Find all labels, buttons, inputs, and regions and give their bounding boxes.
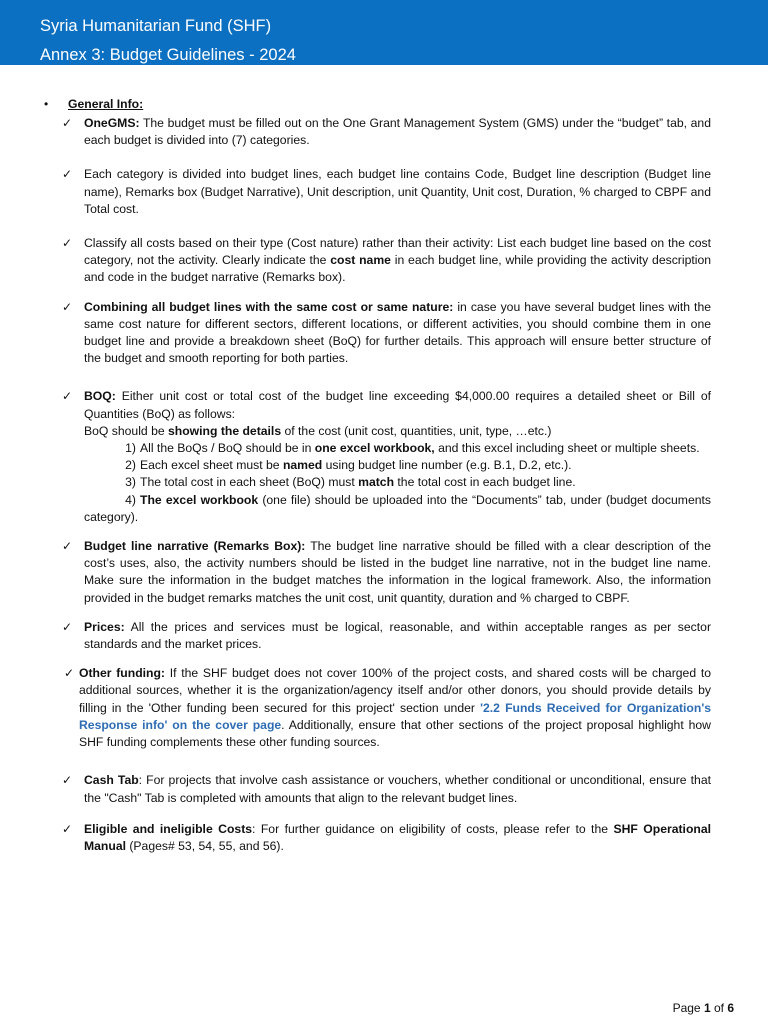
checkmark-icon: ✓	[62, 539, 73, 554]
subitem-number: 4)	[125, 492, 136, 507]
header-title: Syria Humanitarian Fund (SHF)	[40, 17, 272, 35]
subitem-number: 3)	[125, 475, 136, 490]
checkmark-icon: ✓	[62, 116, 73, 130]
checkmark-icon: ✓	[62, 821, 73, 836]
item-label: Budget line narrative (Remarks Box):	[84, 539, 306, 554]
item-text: Classify all costs based on their type (Cost nature) rather than their activity: List each budget line based on the cost category, not the activity. Clearly indicate the	[84, 236, 711, 268]
item-label: Eligible and ineligible Costs	[84, 821, 253, 836]
subitem-number: 1)	[125, 441, 136, 456]
item-classify	[0, 235, 768, 287]
checkmark-icon: ✓	[64, 666, 75, 681]
boq-subitem	[84, 474, 711, 491]
item-bold-text: The excel workbook	[140, 492, 259, 507]
item-bold-text: cost name	[330, 253, 391, 268]
checkmark-icon: ✓	[62, 619, 73, 634]
item-other-funding	[0, 665, 768, 751]
checkmark-icon: ✓	[62, 773, 73, 788]
boq-subitem	[84, 457, 711, 474]
item-text: using budget line number (e.g. B.1, D.2, etc.).	[322, 458, 572, 473]
page-word: Page	[672, 1001, 704, 1015]
item-text: (one file) should be uploaded into the “Documents” tab, under (budget documents category).	[84, 492, 711, 524]
item-boq	[0, 388, 768, 526]
item-text: The total cost in each sheet (BoQ) must	[140, 475, 359, 490]
item-text: in each budget line, while providing the activity description and code in the budget narrative (Remarks box).	[84, 253, 711, 285]
item-bold-text: SHF Operational Manual	[84, 821, 711, 853]
item-text: The budget line narrative should be filled with a clear description of the cost’s uses, also, the activity numbers should be listed in the budget line narrative, not in the budget line name. Make sure the information in the budget matches the information in the logical framework. Also, the information provided in the budget remarks matches the unit cost, unit quantity, duration and % charged to CBPF.	[84, 539, 711, 605]
item-prices	[0, 619, 768, 653]
item-narrative	[0, 538, 768, 607]
cover-page-link[interactable]: '2.2 Funds Received for Organization's Response info' on the cover page	[79, 700, 711, 732]
page-number	[673, 1001, 734, 1015]
item-text: : For projects that involve cash assistance or vouchers, whether conditional or unconditional, ensure that the "Cash" Tab is completed with amounts that align to the relevant budget lines.	[84, 773, 711, 805]
of-word: of	[710, 1001, 728, 1015]
item-onegms	[0, 115, 768, 149]
item-text: All the prices and services must be logical, reasonable, and within acceptable ranges as per sector standards and the market prices.	[84, 619, 711, 652]
item-bold-text: named	[282, 458, 323, 473]
item-text: of the cost (unit cost, quantities, unit, type, …etc.)	[281, 423, 552, 438]
item-bold-text: match	[358, 475, 395, 490]
bullet-icon: •	[44, 97, 49, 111]
item-bold-text: one excel workbook,	[314, 441, 435, 456]
item-label: Prices:	[84, 619, 125, 634]
item-text: All the BoQs / BoQ should be in	[140, 441, 315, 456]
boq-subitem	[84, 440, 711, 457]
checkmark-icon: ✓	[62, 167, 73, 182]
item-text: in case you have several budget lines with the same cost nature for different sectors, different locations, or different activities, you should combine them in one budget line and provide a breakdown sheet (BoQ) for further details. This approach will ensure better structure of the budget and smooth reporting for both parties.	[84, 299, 712, 366]
total-pages: 6	[727, 1001, 734, 1015]
item-text: The budget must be filled out on the One Grant Management System (GMS) under the “budget” tab, and each budget is divided into (7) categories.	[84, 116, 711, 148]
item-text: Each excel sheet must be	[140, 458, 283, 473]
item-label: OneGMS:	[84, 116, 140, 130]
item-text: Each category is divided into budget lines, each budget line contains Code, Budget line description (Budget line name), Remarks box (Budget Narrative), Unit description, unit Quantity, Unit cost, Duration, % charged to CBPF and Total cost.	[84, 167, 711, 216]
item-label: Combining all budget lines with the same cost or same nature:	[84, 299, 454, 314]
subitem-number: 2)	[125, 458, 136, 473]
item-label: Other funding:	[79, 666, 165, 681]
item-text: the total cost in each budget line.	[394, 475, 576, 490]
document-header	[0, 0, 768, 65]
checkmark-icon: ✓	[62, 299, 73, 314]
header-subtitle: Annex 3: Budget Guidelines - 2024	[40, 46, 296, 64]
item-text: BoQ should be	[84, 423, 169, 438]
general-info-label: General Info:	[68, 97, 144, 111]
item-text: (Pages# 53, 54, 55, and 56).	[125, 838, 284, 853]
item-categories	[0, 166, 768, 218]
item-text: If the SHF budget does not cover 100% of the project costs, and shared costs will be charged to additional sources, whether it is the organization/agency itself and/or other donors, you should provide details by filling in the 'Other funding been secured for this project' section under	[79, 666, 712, 715]
item-text: . Additionally, ensure that other sections of the project proposal highlight how SHF funding complements these other funding sources.	[79, 717, 711, 750]
boq-subitem	[84, 492, 711, 526]
checkmark-icon: ✓	[62, 236, 73, 251]
item-text: : For further guidance on eligibility of costs, please refer to the	[252, 821, 614, 836]
item-label: BOQ:	[84, 389, 116, 404]
item-text: and this excel including sheet or multiple sheets.	[434, 441, 700, 456]
item-label: Cash Tab	[84, 773, 139, 788]
current-page: 1	[703, 1001, 711, 1015]
item-cash-tab	[0, 772, 768, 806]
document-body	[0, 96, 768, 855]
item-eligible-costs	[0, 821, 768, 855]
checkmark-icon: ✓	[62, 389, 73, 404]
item-combining	[0, 299, 768, 368]
item-bold-text: showing the details	[168, 423, 282, 438]
general-info-heading	[0, 96, 768, 114]
item-text: Either unit cost or total cost of the budget line exceeding $4,000.00 requires a detailed sheet or Bill of Quantities (BoQ) as follows:	[84, 389, 711, 421]
